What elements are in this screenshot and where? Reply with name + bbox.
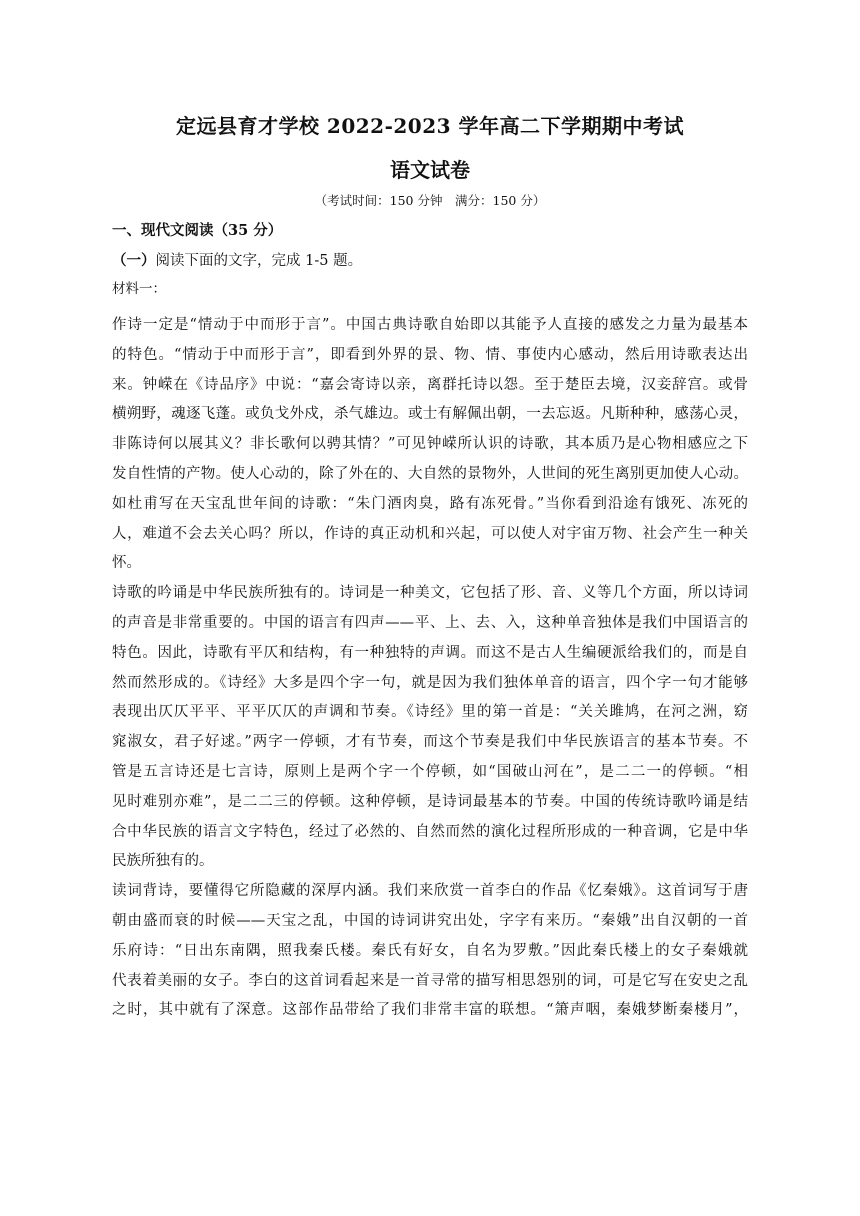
- passage-line: 合中华民族的语言文字特色，经过了必然的、自然而然的演化过程所形成的一种音调，它是中华: [112, 823, 748, 840]
- passage-line: 如杜甫写在天宝乱世年间的诗歌：“朱门酒肉臭，路有冻死骨。”当你看到沿途有饿死、冻死的: [112, 495, 748, 512]
- passage-line: 横朔野，魂逐飞蓬。或负戈外戍，杀气雄边。或士有解佩出朝，一去忘返。凡斯种种，感荡心灵，: [112, 406, 748, 423]
- section-heading: 一、现代文阅读（35 分）: [112, 222, 283, 239]
- passage-line: 的特色。“情动于中而形于言”，即看到外界的景、物、情、事使内心感动，然后用诗歌表达出: [112, 346, 748, 363]
- passage-line: 诗歌的吟诵是中华民族所独有的。诗词是一种美文，它包括了形、音、义等几个方面，所以诗词: [112, 585, 748, 602]
- passage-line: 见时难别亦难”，是二二三的停顿。这种停顿，是诗词最基本的节奏。中国的传统诗歌吟诵是结: [112, 793, 748, 810]
- passage-line: 朝由盛而衰的时候——天宝之乱，中国的诗词讲究出处，字字有来历。“秦娥”出自汉朝的一首: [112, 912, 748, 929]
- passage-line: 人，难道不会去关心吗？所以，作诗的真正动机和兴起，可以使人对宇宙万物、社会产生一种关: [112, 525, 748, 542]
- passage-paragraph: [112, 877, 748, 1026]
- passage-line: 之时，其中就有了深意。这部作品带给了我们非常丰富的联想。“箫声咽，秦娥梦断秦楼月”，: [112, 1002, 748, 1019]
- passage-line: 表现出仄仄平平、平平仄仄的声调和节奏。《诗经》里的第一首是：“关关雎鸠，在河之洲，窈: [112, 704, 748, 721]
- subsection-number: （一）: [112, 252, 156, 269]
- exam-info: （考试时间：150 分钟 满分：150 分）: [314, 193, 546, 208]
- passage-paragraph: [112, 311, 748, 579]
- material-label: 材料一：: [112, 281, 166, 297]
- subsection-instruction: 阅读下面的文字，完成 1-5 题。: [155, 253, 363, 269]
- passage-line: 非陈诗何以展其义？非长歌何以骋其情？”可见钟嵘所认识的诗歌，其本质乃是心物相感应之下: [112, 436, 748, 453]
- subsection-heading: [112, 249, 362, 273]
- passage-line: 管是五言诗还是七言诗，原则上是两个字一个停顿，如“国破山河在”，是二二一的停顿。“相: [112, 763, 748, 780]
- passage-line: 来。钟嵘在《诗品序》中说：“嘉会寄诗以亲，离群托诗以怨。至于楚臣去境，汉妾辞宫。或骨: [112, 376, 748, 393]
- passage-line: 代表着美丽的女子。李白的这首词看起来是一首寻常的描写相思怨别的词，可是它写在安史之乱: [112, 972, 748, 989]
- passage-line: 窕淑女，君子好逑。”两字一停顿，才有节奏，而这个节奏是我们中华民族语言的基本节奏。不: [112, 734, 748, 751]
- passage-line: 的声音是非常重要的。中国的语言有四声——平、上、去、入，这种单音独体是我们中国语言的: [112, 614, 748, 631]
- passage-line: 作诗一定是“情动于中而形于言”。中国古典诗歌自始即以其能予人直接的感发之力量为最基本: [112, 317, 748, 333]
- passage-line: 怀。: [112, 555, 141, 572]
- exam-subtitle: 语文试卷: [390, 158, 470, 182]
- passage-line: 乐府诗：“日出东南隅，照我秦氏楼。秦氏有好女，自名为罗敷。”因此秦氏楼上的女子秦娥就: [112, 942, 748, 959]
- reading-passage: [112, 311, 748, 1026]
- passage-line: 读词背诗，要懂得它所隐藏的深厚内涵。我们来欣赏一首李白的作品《忆秦娥》。这首词写于唐: [112, 883, 748, 900]
- passage-line: 特色。因此，诗歌有平仄和结构，有一种独特的声调。而这不是古人生编硬派给我们的，而是自: [112, 644, 748, 661]
- passage-line: 然而然形成的。《诗经》大多是四个字一句，就是因为我们独体单音的语言，四个字一句才能够: [112, 674, 748, 691]
- passage-line: 发自性情的产物。使人心动的，除了外在的、大自然的景物外，人世间的死生离别更加使人心动。: [112, 465, 748, 482]
- exam-title: 定远县育才学校 2022-2023 学年高二下学期期中考试: [175, 114, 685, 138]
- passage-line: 民族所独有的。: [112, 853, 214, 870]
- passage-paragraph: [112, 579, 748, 877]
